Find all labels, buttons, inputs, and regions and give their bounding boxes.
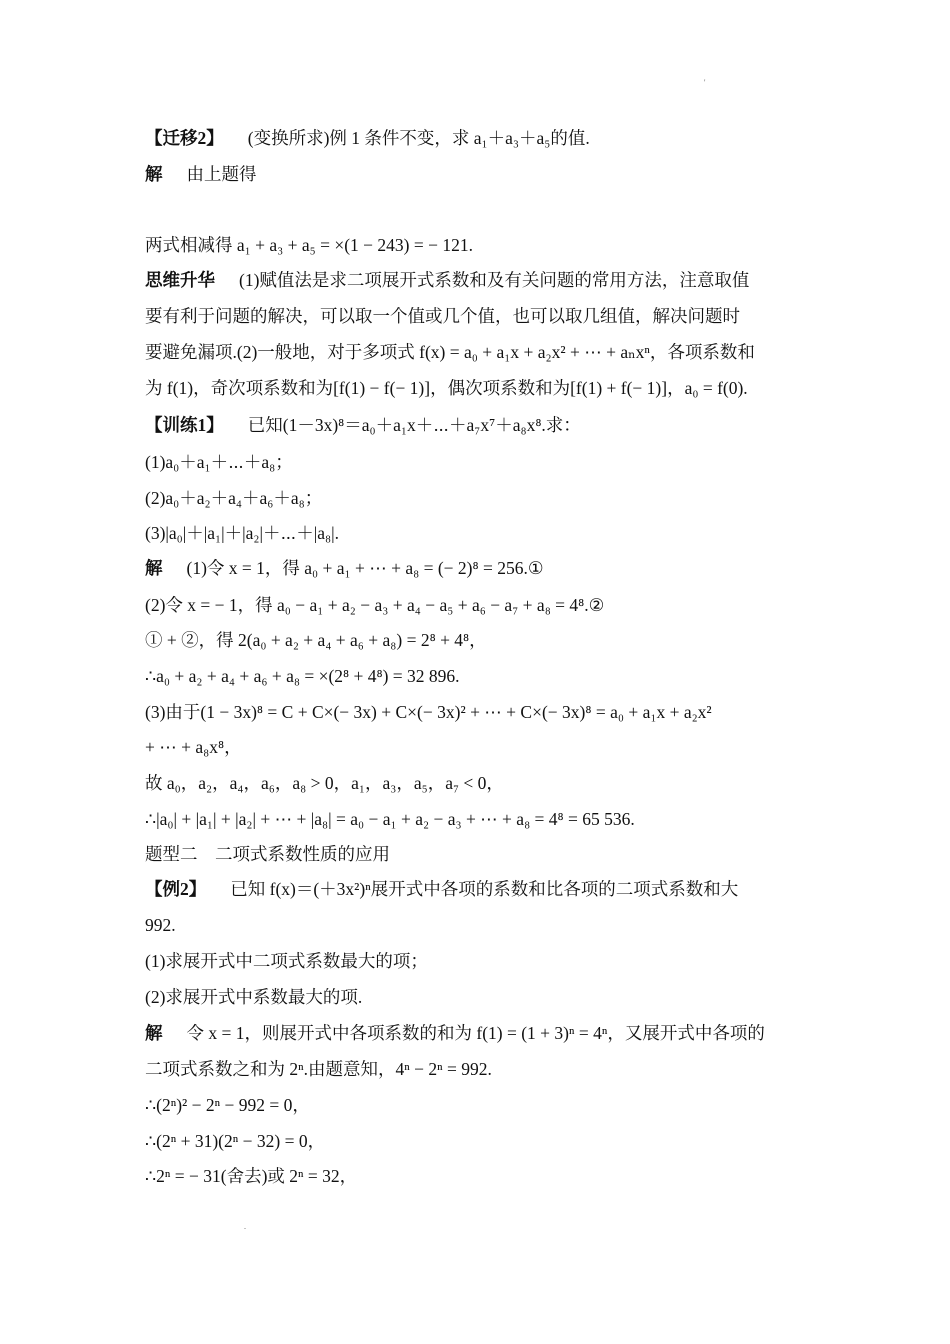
line-ex2-sol-4: [145, 1129, 805, 1153]
text: ∴a₀ + a₂ + a₄ + a₆ + a₈ = ×(2⁸ + 4⁸) = 32 896.: [145, 666, 460, 686]
text: 故 a₀，a₂，a₄，a₆，a₈ > 0，a₁，a₃，a₅，a₇ < 0，: [145, 773, 504, 793]
text: ∴(2ⁿ + 31)(2ⁿ − 32) = 0，: [145, 1131, 326, 1151]
label-solution: 解: [145, 164, 163, 184]
line-q3: [145, 521, 805, 545]
line-sol-4: [145, 664, 805, 688]
text: 题型二 二项式系数性质的应用: [145, 844, 390, 864]
text: 992.: [145, 915, 176, 935]
text: 为 f(1)，奇次项系数和为[f(1) − f(− 1)]，偶次项系数和为[f(1) + f(− 1)]，a₀ = f(0).: [145, 378, 748, 398]
text: (变换所求)例 1 条件不变，求 a₁＋a₃＋a₅的值.: [247, 128, 590, 148]
text: 二项式系数之和为 2ⁿ.由题意知，4ⁿ − 2ⁿ = 992.: [145, 1059, 492, 1079]
line-sol-2: [145, 593, 805, 617]
text: + ⋯ + a₈x⁸，: [145, 737, 242, 757]
text: ∴(2ⁿ)² − 2ⁿ − 992 = 0，: [145, 1095, 310, 1115]
line-sol-5: [145, 700, 805, 724]
text: (1)赋值法是求二项展开式系数和及有关问题的常用方法，注意取值: [239, 270, 750, 290]
line-example-2: [145, 877, 805, 901]
text: 已知 f(x)＝(＋3x²)ⁿ展开式中各项的系数和比各项的二项式系数和大: [230, 879, 739, 899]
line-subtract: [145, 233, 805, 257]
text: ① + ②，得 2(a₀ + a₂ + a₄ + a₆ + a₈) = 2⁸ + 4⁸，: [145, 630, 487, 650]
text: (2)令 x = − 1，得 a₀ − a₁ + a₂ − a₃ + a₄ − a₅ + a₆ − a₇ + a₈ = 4⁸.②: [145, 595, 605, 615]
label-example-2: 【例2】: [145, 879, 207, 899]
line-section-2: [145, 842, 805, 866]
text: (3)|a₀|＋|a₁|＋|a₂|＋⋯＋|a₈|.: [145, 523, 340, 543]
text: (2)a₀＋a₂＋a₄＋a₆＋a₈；: [145, 488, 323, 508]
line-ex2-q2: [145, 985, 805, 1009]
text: (1)令 x = 1，得 a₀ + a₁ + ⋯ + a₈ = (− 2)⁸ = 256.①: [186, 558, 544, 578]
line-thinking: [145, 268, 805, 292]
line-sol-3: [145, 628, 805, 652]
line-thinking-3: [145, 340, 805, 364]
line-q2: [145, 486, 805, 510]
decor-mark-bottom: .: [244, 1222, 246, 1231]
line-example-2-cont: [145, 913, 805, 937]
text: ∴|a₀| + |a₁| + |a₂| + ⋯ + |a₈| = a₀ − a₁ + a₂ − a₃ + ⋯ + a₈ = 4⁸ = 65 536.: [145, 809, 635, 829]
line-sol-1: [145, 556, 805, 580]
line-transfer-2: [145, 126, 805, 150]
text: 两式相减得 a₁ + a₃ + a₅ = ×(1 − 243) = − 121.: [145, 235, 473, 255]
line-training-1: [145, 413, 805, 437]
line-ex2-sol-1: [145, 1021, 805, 1045]
text: 由上题得: [186, 164, 257, 184]
label-thinking: 思维升华: [145, 270, 215, 290]
text: (1)a₀＋a₁＋⋯＋a₈；: [145, 452, 293, 472]
line-sol-6: [145, 735, 805, 759]
line-q1: [145, 450, 805, 474]
line-solution-intro: [145, 162, 805, 186]
line-ex2-q1: [145, 949, 805, 973]
line-ex2-sol-3: [145, 1093, 805, 1117]
line-sol-7: [145, 771, 805, 795]
line-sol-8: [145, 807, 805, 831]
label-training-1: 【训练1】: [145, 415, 224, 435]
decor-mark-top: ': [704, 78, 706, 87]
line-ex2-sol-2: [145, 1057, 805, 1081]
text: ∴2ⁿ = − 31(舍去)或 2ⁿ = 32，: [145, 1166, 358, 1186]
text: 要有利于问题的解决，可以取一个值或几个值，也可以取几组值，解决问题时: [145, 306, 740, 326]
line-thinking-2: [145, 304, 805, 328]
label-solution: 解: [145, 1023, 163, 1043]
line-thinking-4: [145, 376, 805, 400]
text: 要避免漏项.(2)一般地，对于多项式 f(x) = a₀ + a₁x + a₂x² + ⋯ + aₙxⁿ，各项系数和: [145, 342, 755, 362]
text: 令 x = 1，则展开式中各项系数的和为 f(1) = (1 + 3)ⁿ = 4ⁿ，又展开式中各项的: [186, 1023, 765, 1043]
label-solution: 解: [145, 558, 163, 578]
text: (2)求展开式中系数最大的项.: [145, 987, 363, 1007]
text: (3)由于(1 − 3x)⁸ = C + C×(− 3x) + C×(− 3x)² + ⋯ + C×(− 3x)⁸ = a₀ + a₁x + a₂x²: [145, 702, 712, 722]
line-ex2-sol-5: [145, 1164, 805, 1188]
text: 已知(1－3x)⁸＝a₀＋a₁x＋⋯＋a₇x⁷＋a₈x⁸.求：: [247, 415, 581, 435]
text: (1)求展开式中二项式系数最大的项；: [145, 951, 428, 971]
label-transfer-2: 【迁移2】: [145, 128, 224, 148]
